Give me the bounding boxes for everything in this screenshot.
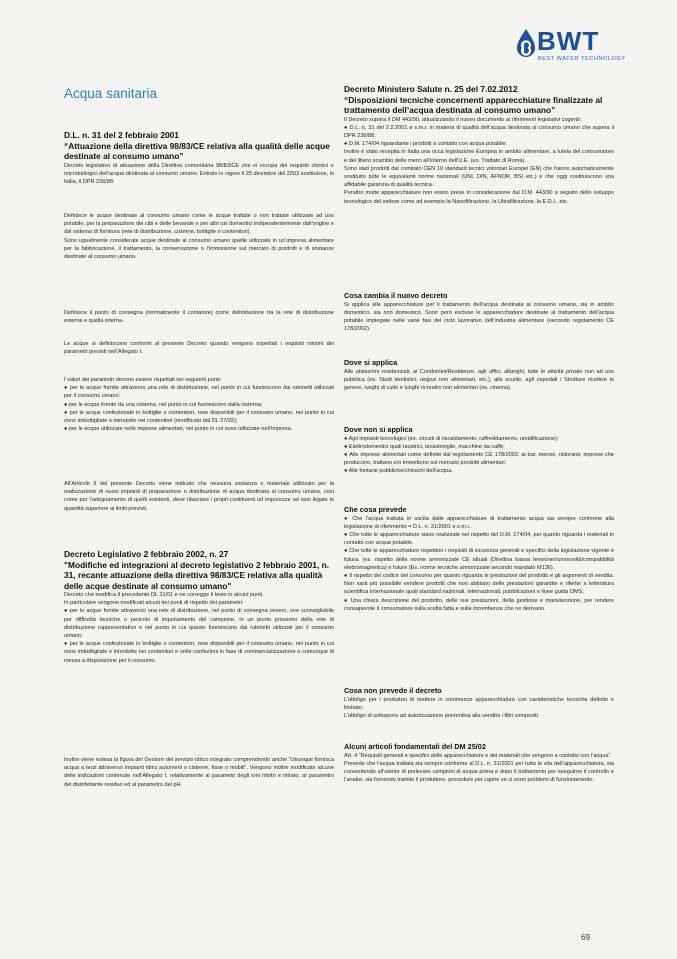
dl31-consegna bbox=[64, 309, 334, 325]
non-prevede-section bbox=[344, 686, 614, 720]
dl27-heading: Decreto Legislativo 2 febbraio 2002, n. 27 bbox=[64, 549, 229, 559]
dove-p1: Alle abitazioni residenziali, ai Condomini/Residenze, agli uffici, alberghi, tutte le attività private non ad uso pubblica (es. Studi dentistici, negozi non alimentari, etc.), alle scuole, agli ospedali / Strutture ricettive in genere, luoghi di culto e luoghi ricreativi non alimentari (es. cinema). bbox=[344, 368, 614, 391]
dm25-section bbox=[344, 84, 614, 206]
dl31-section bbox=[64, 130, 334, 186]
dm25-bullet-2: ● D.M. 174/04 riguardante i prodotti a contatto con acqua potabile. bbox=[344, 141, 508, 148]
brand-tagline: BEST WATER TECHNOLOGY bbox=[538, 56, 626, 62]
articoli-p1: Art. 4 “Requisiti generali e specifici delle apparecchiature e dei materiali che vengono a contatto con l’acqua” bbox=[344, 752, 611, 759]
non-prevede-p2: L’obbligo di sottoporre ad autorizzazione preventiva alla vendita i filtri compositi. bbox=[344, 713, 540, 719]
dm25-p3: Sono stati prodotti dal comitato CEN 10 standard tecnici volontari Europei (EN) che hanno automaticamente sostituito tutte le equivalenti norme nazionali (UNI, DIN, AFNOR, BSI etc.) e che oggi costituiscono una affidabile garanzia di qualità tecnica. bbox=[344, 165, 614, 189]
dove-section bbox=[344, 358, 614, 392]
dove-heading: Dove si applica bbox=[344, 358, 398, 367]
dl27-p2: In particolare vengono modificati alcuni dei punti di rispetto dei parametri: bbox=[64, 600, 244, 607]
dove-non-bullet-1: ● Agli impianti tecnologici (es. circuiti di riscaldamento, raffreddamento, umidificazione); bbox=[344, 435, 559, 442]
cambia-heading: Cosa cambia il nuovo decreto bbox=[344, 291, 448, 300]
prevede-bullet-3: ● Che tutte le apparecchiature rispettino i requisiti di sicurezza generali e specifici della legislazione vigente e futura. (es. rispetto delle norme armonizzate CE attuali (Direttiva bassa tensione/rumorosità/compatibilità elettromagnetica) e future (Es. norme tecniche armonizzate secondo mandato M136). bbox=[344, 548, 614, 571]
dl31-valori bbox=[64, 376, 334, 433]
articoli-heading: Alcuni articoli fondamentali del DM 25/02 bbox=[344, 742, 486, 751]
dove-non-bullet-2: ● Elettrodomestici quali lavatrici, lavastoviglie, macchine da caffè; bbox=[344, 443, 505, 450]
dl27-bullet-1: ● per le acque fornite attraverso una rete di distribuzione, nel punto di consegna ovvero, ove sconsigliabile per difficoltà tecniche o pericolo di inquinamento del campione, in un punto prossimo della rete di distribuzione rappresentativo e nel punto in cui queste fuoriescono dai rubinetti utilizzati per il consumo umano; bbox=[64, 608, 334, 640]
prevede-heading: Che cosa prevede bbox=[344, 505, 407, 514]
dl27-bullet-2: ● per le acque confezionate in bottiglie o contenitori, rese disponibili per il consumo umano, nel punto in cui sono imbottigliate o introdotte nei contenitori e nelle confezioni in fase di commercializzazione o comunque di messa a disposizione per il consumo. bbox=[64, 641, 334, 664]
dl31-p2: Definisce le acque destinate al consumo umano come le acque trattate o non trattate utilizzate ad uso potabile, per la preparazione dei cibi e delle bevande e per altri usi domestici indipendentemente dall’origine e dal sistema di fornitura (rete di distribuzione, cisterne, bottiglie o contenitori). bbox=[64, 213, 334, 236]
prevede-bullet-1: ● Che l’acqua trattata in uscita dalle apparecchiature di trattamento acqua sia sempre conforme alla legislazione di riferimento = D.L. n. 31/2001 e s.m.i.. bbox=[344, 515, 614, 530]
dm25-bullet-1: ● D.L. n. 31 del 2.2.2001 e s.m.i. in materia di qualità dell’acqua destinata al consumo umano che supera il DPR 236/88. bbox=[344, 124, 614, 139]
prevede-bullet-2: ● Che tutte le apparecchiature siano realizzate nel rispetto del D.M. 174/04, per quanto riguarda i materiali in contatto con acqua potabile. bbox=[344, 532, 614, 547]
dl31-bullet-2: ● per le acque fornite da una cisterna, nel punto in cui fuoriescono dalla cisterna; bbox=[64, 401, 263, 408]
articoli-section bbox=[344, 742, 614, 784]
dove-non-bullet-4: ● Alle fontane pubbliche/chioschi dell’acqua. bbox=[344, 468, 453, 475]
non-prevede-p1: L’obbligo per i produttori di mettere in commercio apparecchiature con caratteristiche tecniche definite e limitate; bbox=[344, 696, 614, 711]
prevede-section bbox=[344, 505, 614, 613]
prevede-bullet-4: ● Il rispetto del codice del consumo per quanto riguarda le prestazioni del prodotto e gli argomenti di vendita. Non sarà più possibile vendere prodotti che non abbiano delle prestazioni garantite e riferite a letteratura scientifica internazionale quali standard nazionali, internazionali, pubblicazioni e linee guida OMS; bbox=[344, 573, 614, 596]
dl27-subheading: "Modifiche ed integrazioni al decreto legislativo 2 febbraio 2001, n. 31, recante attuazione della direttiva 98/83/CE relativa alla qualità delle acque destinate al consumo umano" bbox=[64, 559, 330, 591]
articoli-p2: Prevede che l’acqua trattata sia sempre conforme al D.L. n. 31/2001 per tutta la vita dell’apparecchiatura, sia consentendo all’utente di prelevare campioni di acqua prima e dopo il trattamento per eseguirne il controllo e l’analisi, sia fornendo tramite il produttore, procedure per capire se ci sono problemi di funzionamento. bbox=[344, 760, 614, 784]
dm25-p2: Inoltre è stato recepita in Italia una ricca legislazione Europea in ambito alimentare, a tutela del consumatore e del libero scambio delle merci all’interno dell’U.E. (es. Trattato di Roma). bbox=[344, 149, 614, 164]
brand-name: BWT bbox=[537, 26, 600, 56]
dl31-p4: Definisce il punto di consegna (normalmente il contatore) come delimitazione tra la rete di distribuzione esterna e quella interna. bbox=[64, 310, 334, 325]
dl31-subheading: “Attuazione della direttiva 98/83/CE relativa alla qualità delle acque destinate al consumo umano” bbox=[64, 140, 330, 161]
page-number: 69 bbox=[581, 933, 590, 942]
dm25-p4: Peraltro molte apparecchiature non erano prese in considerazione dal D.M. 443/90 a seguito dello sviluppo tecnologico del settore come ad esempio la Nanofiltrazione, la Ultrafiltrazione, la E.D.I., etc. bbox=[344, 190, 614, 205]
dl31-bullet-3: ● per le acque confezionate in bottiglie o contenitori, rese disponibili per il consumo umano, nel punto in cui sono imbottigliate o introdotte nei contenitori (modificato dal DL 27/02); bbox=[64, 409, 334, 425]
dove-non-heading: Dove non si applica bbox=[344, 425, 413, 434]
dl31-conformi bbox=[64, 340, 334, 356]
dl31-p7: All’Articolo 9 del presente Decreto viene indicato che nessuna sostanza o materiale utilizzato per la realizzazione di nuovi impianti di preparazione o distribuzione di acqua destinata al consumo umano, così come per l’adeguamento di quelli esistenti, deve rilasciare i propri costituenti od impurezze ad essi legate in quantità superiore ai limiti previsti. bbox=[64, 481, 334, 512]
dl31-p1: Decreto legislativo di attuazione della Direttiva comunitaria 98/83/CE che si occupa dei requisiti chimici e microbiologici dell’acqua destinata al consumo umano. Entrato in vigore il 25 dicembre del 2003 sostituisce, in Italia, il DPR 236/88. bbox=[64, 162, 334, 185]
dove-non-bullet-3: ● Alle imprese alimentari come definite dal regolamento CE 178/2002, ai bar, mense, ristoranti, imprese che producono, trattano e/o immettono sul mercato prodotti alimentari; bbox=[344, 452, 614, 467]
dm25-heading: Decreto Ministero Salute n. 25 del 7.02.2012 bbox=[344, 84, 518, 94]
dl31-bullet-1: ● per le acque fornite attraverso una rete di distribuzione, nel punto in cui fuoriescono dai rubinetti utilizzati per il consumo umano; bbox=[64, 385, 334, 400]
dl31-definition bbox=[64, 212, 334, 261]
non-prevede-heading: Cosa non prevede il decreto bbox=[344, 686, 442, 695]
dl31-p5: Le acque si definiscono conformi al presente Decreto quando vengono rispettati i requisiti minimi dei parametri previsti nell’Allegato I. bbox=[64, 341, 334, 356]
dl31-heading: D.L. n. 31 del 2 febbraio 2001 bbox=[64, 130, 179, 140]
dl27-p1: Decreto che modifica il precedente DL 31/01 e ne corregge il testo in alcuni punti. bbox=[64, 592, 264, 598]
dl31-p6: I valori dei parametri devono essere rispettati nei seguenti punti: bbox=[64, 377, 222, 383]
page-title: Acqua sanitaria bbox=[64, 86, 158, 101]
dove-non-section bbox=[344, 425, 614, 476]
cambia-p1: Si applica alle apparecchiature per il trattamento dell’acqua destinata al consumo umano, sia in ambito domestico, sia non domestico. Sono però escluse le apparecchiature destinate al trattamento dell’acqua potabile impiegate nelle varie fasi del ciclo lavorativo dell’industria alimentare (secondo regolamento CE 178/2002). bbox=[344, 301, 614, 333]
dl31-p3: Sono ugualmente considerate acque destinate al consumo umano quelle utilizzate in un’impresa alimentare per la fabbricazione, il trattamento, la conservazione o l’immissione sul mercato di prodotti e di sostanze destinate al consumo umano. bbox=[64, 237, 334, 261]
bwt-logo bbox=[515, 26, 626, 66]
cambia-section bbox=[344, 291, 614, 333]
prevede-bullet-5: ● Una chiara descrizione del prodotto, delle sue prestazioni, della gestione e manutenzione, per rendere consapevole il consumatore sulla scelta fatta e sulle incombenze che ne derivano. bbox=[344, 597, 614, 612]
dl27-gestore bbox=[64, 756, 334, 789]
dl31-articolo9 bbox=[64, 480, 334, 513]
water-drop-icon bbox=[515, 28, 537, 58]
dl31-bullet-4: ● per le acque utilizzate nelle imprese alimentari, nel punto in cui sono utilizzate nell’impresa. bbox=[64, 426, 293, 433]
dm25-p1: Il Decreto supera il DM 443/90, attualizzando il nuovo documento ai riferimenti legislativi cogenti: bbox=[344, 116, 582, 123]
dl27-section bbox=[64, 549, 334, 665]
dl27-p3: Inoltre viene estesa la figura del Gestore del servizio idrico integrato comprendendo anche “chiunque fornisca acqua a terzi attraverso impianti idrici autonomi o cisterne, fisse o mobili”. Vengono inoltre modificate alcune delle indicazioni contenute nell’Allegato I, relativamente ai parametri degli ioni nitrito e nitrato, al parametro del disinfettante residuo ed al parametro del pH. bbox=[64, 757, 334, 788]
dm25-subheading: “Disposizioni tecniche concernenti apparecchiature finalizzate al trattamento dell’acqua destinata al consumo umano” bbox=[344, 94, 603, 115]
